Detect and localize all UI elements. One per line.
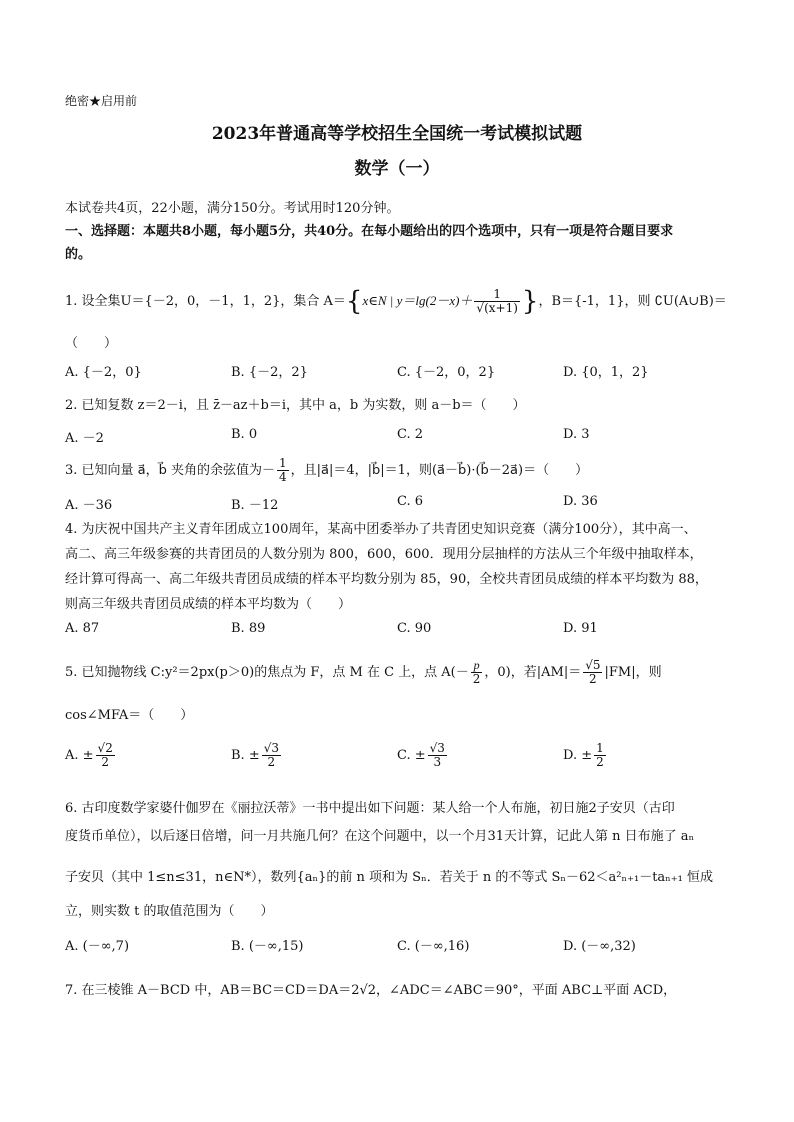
question-6-line1: 6. 古印度数学家婆什伽罗在《丽拉沃蒂》一书中提出如下问题：某人给一个人布施，初日施2子安贝（古印 [65,801,675,816]
question-6-line3: 子安贝（其中 1≤n≤31，n∈N*），数列{aₙ}的前 n 项和为 Sₙ．若关于 n 的不等式 Sₙ－62＜a²ₙ₊₁－taₙ₊₁ 恒成 [65,870,713,885]
question-2-stem: 2. 已知复数 z＝2－i，且 z̄－az＋b＝i，其中 a，b 为实数，则 a－b＝（ ） [65,398,526,413]
q5-frac1-num: p [471,659,483,673]
q5-frac2-den: 2 [589,672,597,686]
q1-option-a: A. {－2，0} [65,365,142,380]
q5-c-label: C. ± [397,748,426,763]
q6-option-b: B. (－∞,15) [231,939,304,954]
q1-set-body: x∈N | y＝lg(2－x)＋ [362,293,473,308]
q1-frac-num: 1 [474,288,519,302]
q5-d-den: 2 [596,755,604,769]
question-4-line1: 4. 为庆祝中国共产主义青年团成立100周年，某高中团委举办了共青团史知识竞赛（满分100分），其中高一、 [65,522,697,537]
left-brace: { [345,286,363,317]
right-brace: } [521,286,539,317]
exam-title: 2023年普通高等学校招生全国统一考试模拟试题 [211,124,583,144]
q3-frac-num: 1 [279,456,287,470]
q6-option-d: D. (－∞,32) [563,939,636,954]
q4-option-a: A. 87 [65,621,100,636]
q5-a-frac [96,742,115,769]
q2-option-b: B. 0 [231,427,258,442]
question-4-line4: 则高三年级共青团员成绩的样本平均数为（ ） [65,597,352,612]
q1-option-b: B. {－2，2} [231,365,308,380]
question-1-options [65,361,734,381]
q5-b-label: B. ± [231,748,260,763]
q5-c-num: √3 [429,741,445,755]
q5-frac1-den: 2 [472,672,481,686]
question-6-line2: 度货币单位），以后逐日倍增，问一月共施几何？在这个问题中，以一个月31天计算，记此人第 n 日布施了 aₙ [65,829,695,844]
q3-option-a: A. －36 [65,498,113,513]
q1-fraction [474,288,519,315]
confidential-mark: 绝密★启用前 [65,94,138,108]
question-5-line2: cos∠MFA＝（ ） [65,708,194,723]
q5-d-frac [594,742,606,769]
question-6-line4: 立，则实数 t 的取值范围为（ ） [65,904,274,919]
q5-frac2-num: √5 [585,658,601,672]
q6-option-c: C. (－∞,16) [397,939,470,954]
question-5-options [65,742,734,778]
q5-d-label: D. ± [563,748,593,763]
question-4-options [65,621,734,641]
q5-d-num: 1 [596,741,604,755]
question-2-options [65,427,734,447]
q5-b-num: √3 [263,741,279,755]
q3-option-c: C. 6 [397,494,424,509]
q5-option-a [65,742,117,769]
q3-prefix: 3. 已知向量 a⃗，b⃗ 夹角的余弦值为－ [65,463,276,478]
q5-option-d [563,742,608,769]
q5-c-den: 3 [433,755,442,769]
q5-suffix: |FM|，则 [604,665,662,680]
q3-suffix: ，且|a⃗|＝4，|b⃗|＝1，则(a⃗－b⃗)·(b⃗－2a⃗)＝（ ） [290,463,589,478]
q3-fraction [277,457,289,484]
question-1-blank: （ ） [65,336,118,351]
question-4-line3: 经计算可得高一、高二年级共青团员成绩的样本平均数分别为 85，90，全校共青团员成绩的样本平均数为 88， [65,572,708,587]
q3-option-b: B. －12 [231,498,279,513]
q3-frac-den: 4 [279,470,287,484]
section-heading-line2: 的。 [65,247,92,262]
q1-option-c: C. {－2，0，2} [397,365,496,380]
q1-suffix: ，B＝{-1，1}，则 ∁U(A∪B)＝ [538,294,727,309]
exam-intro: 本试卷共4页，22小题，满分150分。考试用时120分钟。 [65,201,400,216]
q5-option-b [231,742,283,769]
q5-c-frac [428,742,447,769]
q5-mid: ，0)，若|AM|＝ [484,665,582,680]
q2-option-a: A. －2 [65,431,104,446]
q4-option-d: D. 91 [563,621,598,636]
q1-frac-den: √(x+1) [476,301,518,315]
q5-option-c [397,742,449,769]
question-1-stem [65,286,734,316]
question-3-stem [65,456,734,486]
q2-option-c: C. 2 [397,427,424,442]
q5-fraction-1 [471,659,483,686]
q6-option-a: A. (－∞,7) [65,939,130,954]
question-7-stem: 7. 在三棱锥 A－BCD 中，AB＝BC＝CD＝DA＝2√2，∠ADC＝∠ABC＝90°，平面 ABC⊥平面 ACD， [65,983,677,998]
q4-option-c: C. 90 [397,621,432,636]
q5-a-label: A. ± [65,748,94,763]
question-5-stem [65,656,734,690]
q5-b-frac [262,742,281,769]
q2-option-d: D. 3 [563,427,590,442]
question-6-options [65,935,734,955]
question-4-line2: 高二、高三年级参赛的共青团员的人数分别为 800，600，600．现用分层抽样的方法从三个年级中抽取样本， [65,547,703,562]
question-3-options [65,494,734,514]
q5-a-den: 2 [101,755,109,769]
q5-b-den: 2 [267,755,276,769]
section-heading-line1: 一、选择题：本题共8小题，每小题5分，共40分。在每小题给出的四个选项中，只有一项是符合题目要求 [65,224,674,239]
q5-prefix: 5. 已知抛物线 C:y²＝2px(p＞0)的焦点为 F，点 M 在 C 上，点 A(－ [65,665,469,680]
q4-option-b: B. 89 [231,621,266,636]
q1-prefix: 1. 设全集U＝{－2，0，－1，1，2}，集合 A＝ [65,294,346,309]
q3-option-d: D. 36 [563,494,598,509]
q1-option-d: D. {0，1，2} [563,365,649,380]
exam-subtitle: 数学（一） [354,159,440,179]
q5-a-num: √2 [97,741,113,755]
q5-fraction-2 [583,659,602,686]
